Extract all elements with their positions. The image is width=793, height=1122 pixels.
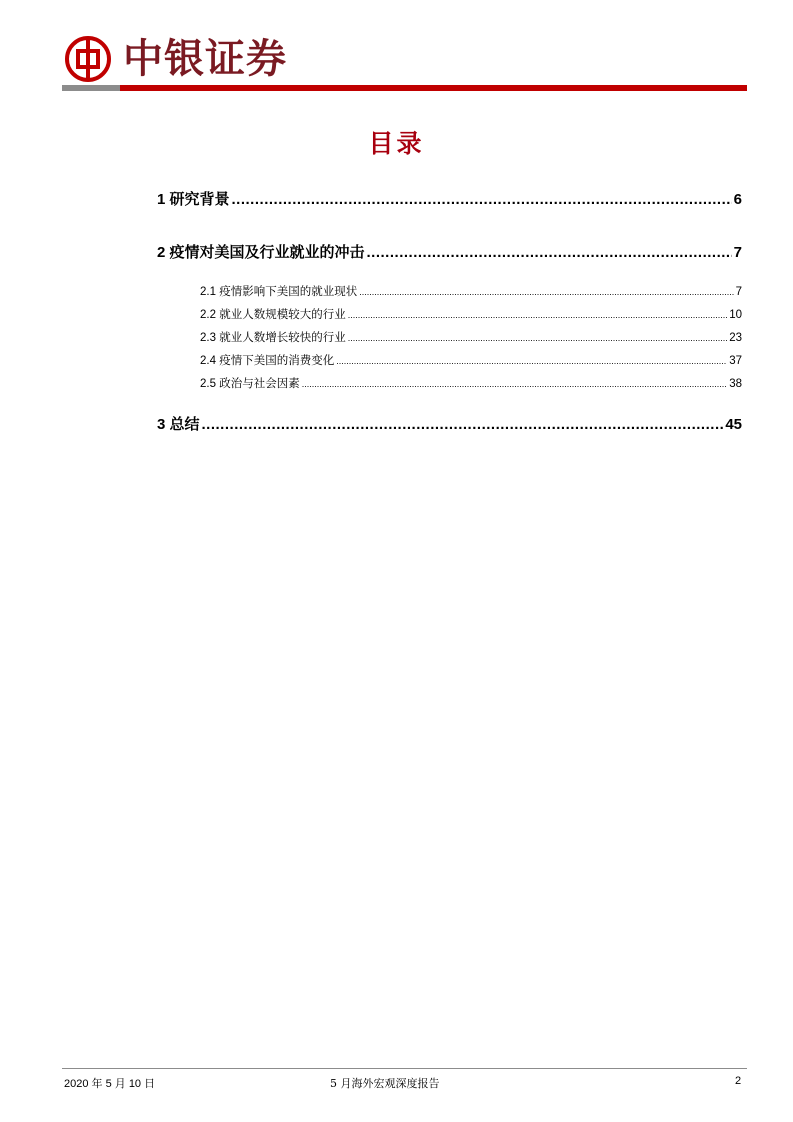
dot-leader [359,287,733,297]
toc-subentry[interactable] [200,329,742,345]
toc-subentry-number: 2.4 [200,355,216,367]
toc-subentry-page: 10 [729,309,742,321]
header-rule-gray [62,85,120,91]
toc-subentry-page: 38 [729,378,742,390]
dot-leader [336,356,727,366]
toc-entry[interactable] [157,188,742,209]
toc-subentry-label: 就业人数增长较快的行业 [219,330,346,344]
footer-page-number: 2 [735,1075,742,1087]
dot-leader [302,379,728,389]
toc-subentry[interactable] [200,375,742,391]
toc-subentry[interactable] [200,283,742,299]
dot-leader [348,310,728,320]
toc-entry[interactable] [157,241,742,262]
toc-subentry-label: 政治与社会因素 [219,376,300,390]
toc-subentry[interactable] [200,352,742,368]
dot-leader [348,333,728,343]
toc-title: 目录 [368,129,425,158]
toc-entry-label: 1 研究背景 [157,191,230,208]
toc-subentry-page: 23 [729,332,742,344]
toc-entry-label: 3 总结 [157,416,200,433]
footer-rule [62,1068,747,1069]
toc-subentry-label: 疫情影响下美国的就业现状 [219,284,358,298]
bank-of-china-logo [65,36,111,82]
toc-entry[interactable] [157,413,742,434]
dot-leader [232,191,732,208]
toc-subentry-page: 37 [729,355,742,367]
toc-entry-label: 2 疫情对美国及行业就业的冲击 [157,244,365,261]
toc-entry-page: 45 [725,416,742,433]
toc-entry-page: 6 [733,191,742,208]
toc-subentry-number: 2.3 [200,332,216,344]
footer-date: 2020 年 5 月 10 日 [64,1078,156,1090]
toc-subentry-label: 疫情下美国的消费变化 [219,353,335,367]
header-rule-red [120,85,747,91]
toc-entry-page: 7 [733,244,742,261]
footer-report-title: 5 月海外宏观深度报告 [330,1077,440,1090]
toc-subentry-number: 2.5 [200,378,216,390]
toc-subentry-number: 2.1 [200,286,216,298]
dot-leader [202,416,724,433]
page-header [0,0,793,95]
dot-leader [367,244,732,261]
toc-subentry-page: 7 [735,286,742,298]
toc-subentry[interactable] [200,306,742,322]
toc-subentry-number: 2.2 [200,309,216,321]
toc-subentry-label: 就业人数规模较大的行业 [219,307,346,321]
brand-name: 中银证券 [123,35,287,82]
